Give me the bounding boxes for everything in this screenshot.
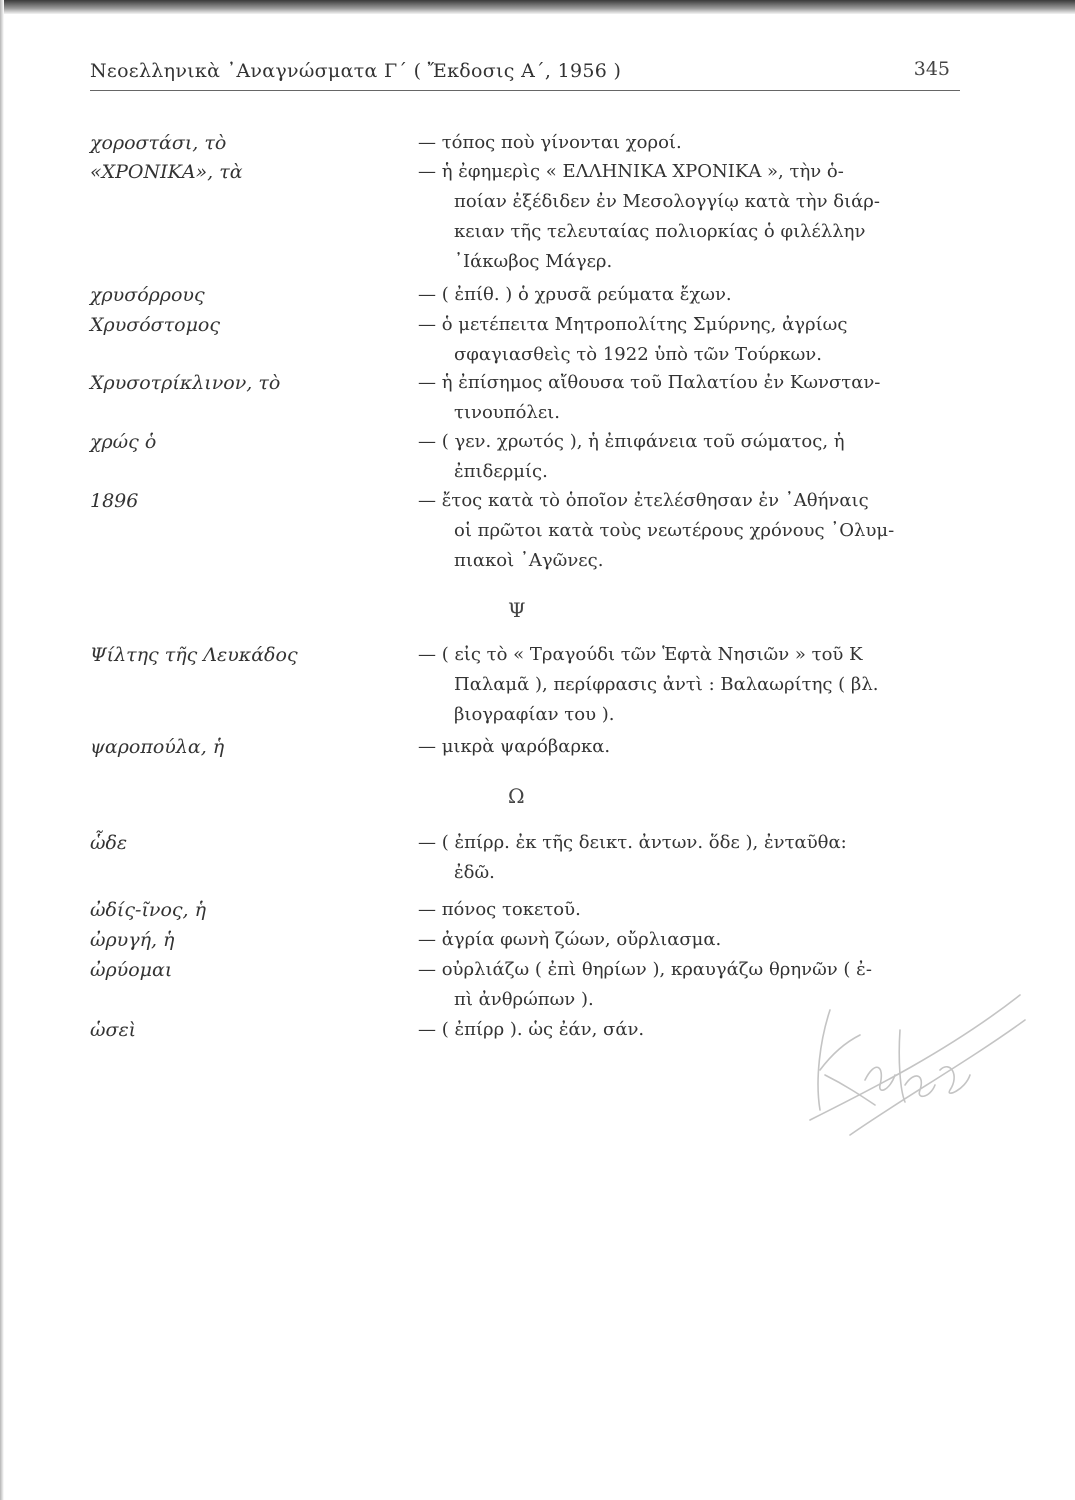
entry-term: χρυσόρρους — [90, 284, 205, 306]
definition-line: — ( εἰς τὸ « Τραγούδι τῶν Ἑφτὰ Νησιῶν » τοῦ Κ — [418, 644, 863, 665]
definition-line: Παλαμᾶ ), περίφρασις ἀντὶ : Βαλαωρίτης ( βλ. — [454, 674, 879, 695]
definition-line: — ( ἐπίρρ ). ὡς ἐάν, σάν. — [418, 1019, 645, 1040]
definition-line: — μικρὰ ψαρόβαρκα. — [418, 736, 611, 757]
definition-line: ἐπιδερμίς. — [454, 461, 548, 482]
definition-line: οἱ πρῶτοι κατὰ τοὺς νεωτέρους χρόνους ᾿Ολυμ- — [454, 520, 895, 541]
definition-line: — τόπος ποὺ γίνονται χοροί. — [418, 132, 682, 153]
entry-term: ὠδίς-ῖνος, ἡ — [90, 899, 206, 921]
entry-definition — [418, 310, 963, 370]
definition-line: πιακοὶ ᾿Αγῶνες. — [454, 550, 604, 571]
page-header — [90, 58, 960, 92]
entry-definition — [418, 828, 963, 888]
entry-definition — [418, 895, 963, 925]
definition-line: — ἔτος κατὰ τὸ ὁποῖον ἐτελέσθησαν ἐν ᾿Αθήναις — [418, 490, 869, 511]
entry-term: ὠρύομαι — [90, 959, 173, 981]
definition-line: — ( ἐπίθ. ) ὁ χρυσᾶ ρεύματα ἔχων. — [418, 284, 732, 305]
entry-term: Χρυσοτρίκλινον, τὸ — [90, 372, 281, 394]
definition-line: πὶ ἀνθρώπων ). — [454, 989, 594, 1010]
entry-definition — [418, 427, 963, 487]
entry-definition — [418, 925, 963, 955]
scan-edge-top — [0, 0, 1075, 14]
definition-line: — οὐρλιάζω ( ἐπὶ θηρίων ), κραυγάζω θρηνῶν ( ἐ- — [418, 959, 872, 980]
definition-line: ποίαν ἐξέδιδεν ἐν Μεσολογγίῳ κατὰ τὴν διάρ- — [454, 191, 880, 212]
running-title: Νεοελληνικὰ ᾿Αναγνώσματα Γ΄ ( Ἔκδοσις Α΄, 1956 ) — [90, 60, 622, 82]
entry-term: χρώς ὁ — [90, 431, 157, 453]
entry-term: ὡσεὶ — [90, 1019, 137, 1041]
entry-definition — [418, 157, 963, 277]
entry-definition — [418, 732, 963, 762]
definition-line: — ( γεν. χρωτός ), ἡ ἐπιφάνεια τοῦ σώματος, ἡ — [418, 431, 845, 452]
entry-term: Ψίλτης τῆς Λευκάδος — [90, 644, 298, 666]
definition-line: — πόνος τοκετοῦ. — [418, 899, 581, 920]
entry-term: ὧδε — [90, 832, 128, 854]
entry-definition — [418, 486, 963, 576]
pencil-signature — [790, 990, 1030, 1140]
definition-line: ᾿Ιάκωβος Μάγερ. — [454, 251, 613, 272]
entry-definition — [418, 128, 963, 158]
definition-line: — ( ἐπίρρ. ἐκ τῆς δεικτ. ἀντων. ὅδε ), ἐνταῦθα: — [418, 832, 847, 853]
definition-line: ἐδῶ. — [454, 862, 495, 883]
entry-term: χοροστάσι, τὸ — [90, 132, 227, 154]
entry-term: «ΧΡΟΝΙΚΑ», τὰ — [90, 161, 243, 183]
entry-term: ὠρυγή, ἡ — [90, 929, 175, 951]
definition-line: — ἡ ἐπίσημος αἴθουσα τοῦ Παλατίου ἐν Κωνσταν- — [418, 372, 881, 393]
entry-term: Χρυσόστομος — [90, 314, 221, 336]
definition-line: κειαν τῆς τελευταίας πολιορκίας ὁ φιλέλλην — [454, 221, 866, 242]
section-letter-psi: Ψ — [508, 598, 526, 622]
entry-definition — [418, 280, 963, 310]
definition-line: — ἡ ἐφημερὶς « ΕΛΛΗΝΙΚΑ ΧΡΟΝΙΚΑ », τὴν ὁ- — [418, 161, 844, 182]
definition-line: — ἀγρία φωνὴ ζώων, οὔρλιασμα. — [418, 929, 722, 950]
entry-term: ψαροπούλα, ἡ — [90, 736, 225, 758]
definition-line: βιογραφίαν του ). — [454, 704, 615, 725]
section-letter-omega: Ω — [508, 784, 525, 808]
entry-term: 1896 — [90, 490, 139, 512]
definition-line: — ὁ μετέπειτα Μητροπολίτης Σμύρνης, ἀγρίως — [418, 314, 848, 335]
page-number: 345 — [913, 58, 950, 80]
entry-definition — [418, 368, 963, 428]
header-rule — [90, 90, 960, 91]
scan-edge-left — [0, 0, 4, 1500]
definition-line: σφαγιασθεὶς τὸ 1922 ὑπὸ τῶν Τούρκων. — [454, 344, 822, 365]
definition-line: τινουπόλει. — [454, 402, 560, 423]
entry-definition — [418, 640, 963, 730]
